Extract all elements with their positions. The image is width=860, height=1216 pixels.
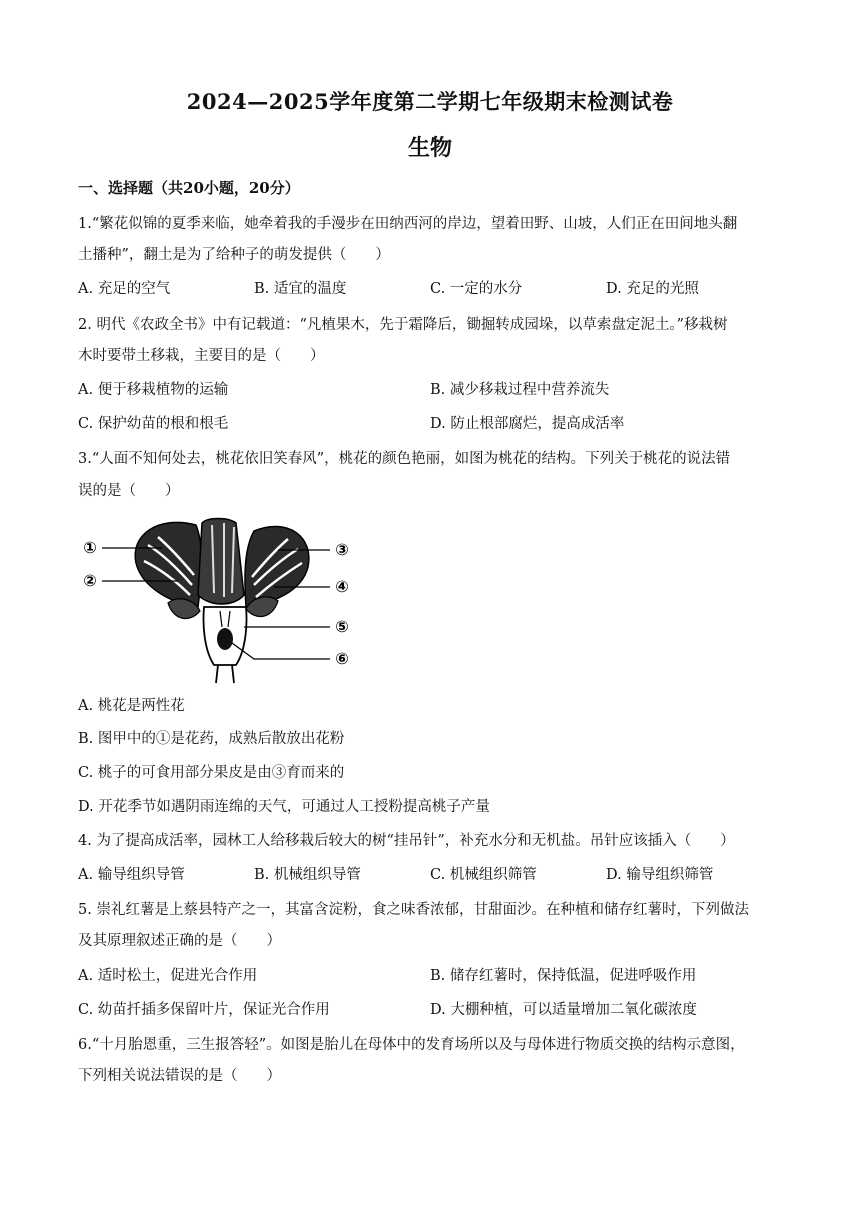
q3-option-b: B. 图甲中的①是花药，成熟后散放出花粉 — [78, 731, 345, 747]
q2-option-d: D. 防止根部腐烂，提高成活率 — [430, 416, 625, 432]
q5-option-c: C. 幼苗扦插多保留叶片，保证光合作用 — [78, 1002, 330, 1018]
q3-option-c: C. 桃子的可食用部分果皮是由③育而来的 — [78, 765, 345, 781]
q2-stem-line2: 木时要带土移栽，主要目的是（ ） — [78, 348, 325, 364]
figure-label-6: ⑥ — [335, 649, 349, 668]
q4-option-b: B. 机械组织导管 — [254, 867, 361, 883]
q1-option-b: B. 适宜的温度 — [254, 281, 347, 297]
subject-title: 生物 — [407, 135, 452, 161]
q5-option-b: B. 储存红薯时，保持低温，促进呼吸作用 — [430, 968, 697, 984]
figure-label-4: ④ — [335, 577, 349, 596]
q5-stem-line1: 5. 崇礼红薯是上蔡县特产之一，其富含淀粉，食之味香浓郁，甘甜面沙。在种植和储存红薯时，下列做法 — [78, 902, 749, 918]
q2-option-c: C. 保护幼苗的根和根毛 — [78, 416, 229, 432]
q1-stem-line2: 土播种”，翻土是为了给种子的萌发提供（ ） — [78, 247, 390, 263]
q3-option-a: A. 桃花是两性花 — [78, 698, 185, 714]
figure-label-1: ① — [83, 538, 97, 557]
q6-stem-line1: 6.“十月胎恩重，三生报答轻”。如图是胎儿在母体中的发育场所以及与母体进行物质交换的结构示意图， — [78, 1037, 745, 1053]
q4-option-d: D. 输导组织筛管 — [606, 867, 714, 883]
q4-stem-line1: 4. 为了提高成活率，园林工人给移栽后较大的树“挂吊针”，补充水分和无机盐。吊针应该插入（ ） — [78, 833, 735, 849]
q1-stem-line1: 1.“繁花似锦的夏季来临，她牵着我的手漫步在田纳西河的岸边，望着田野、山坡，人们正在田间地头翻 — [78, 216, 738, 232]
q4-option-a: A. 输导组织导管 — [78, 867, 185, 883]
peach-flower-diagram — [78, 515, 368, 685]
q2-option-b: B. 减少移栽过程中营养流失 — [430, 382, 610, 398]
q5-option-a: A. 适时松土，促进光合作用 — [78, 968, 258, 984]
q1-option-a: A. 充足的空气 — [78, 281, 171, 297]
figure-label-3: ③ — [335, 540, 349, 559]
figure-label-2: ② — [83, 571, 97, 590]
q1-option-c: C. 一定的水分 — [430, 281, 523, 297]
exam-title: 2024—2025学年度第二学期七年级期末检测试卷 — [186, 89, 674, 114]
q2-option-a: A. 便于移栽植物的运输 — [78, 382, 229, 398]
q3-option-d: D. 开花季节如遇阴雨连绵的天气，可通过人工授粉提高桃子产量 — [78, 799, 490, 815]
q5-stem-line2: 及其原理叙述正确的是（ ） — [78, 933, 281, 949]
section-heading: 一、选择题（共20小题，20分） — [78, 179, 300, 197]
q1-option-d: D. 充足的光照 — [606, 281, 699, 297]
q2-stem-line1: 2. 明代《农政全书》中有记载道：“凡植果木，先于霜降后，锄掘转成园垛，以草索盘定泥土。”移栽树 — [78, 317, 728, 333]
q5-option-d: D. 大棚种植，可以适量增加二氧化碳浓度 — [430, 1002, 697, 1018]
q3-stem-line2: 误的是（ ） — [78, 483, 180, 499]
figure-label-5: ⑤ — [335, 617, 349, 636]
q4-option-c: C. 机械组织筛管 — [430, 867, 537, 883]
q6-stem-line2: 下列相关说法错误的是（ ） — [78, 1068, 281, 1084]
q3-stem-line1: 3.“人面不知何处去，桃花依旧笑春风”，桃花的颜色艳丽，如图为桃花的结构。下列关于桃花的说法错 — [78, 451, 731, 467]
